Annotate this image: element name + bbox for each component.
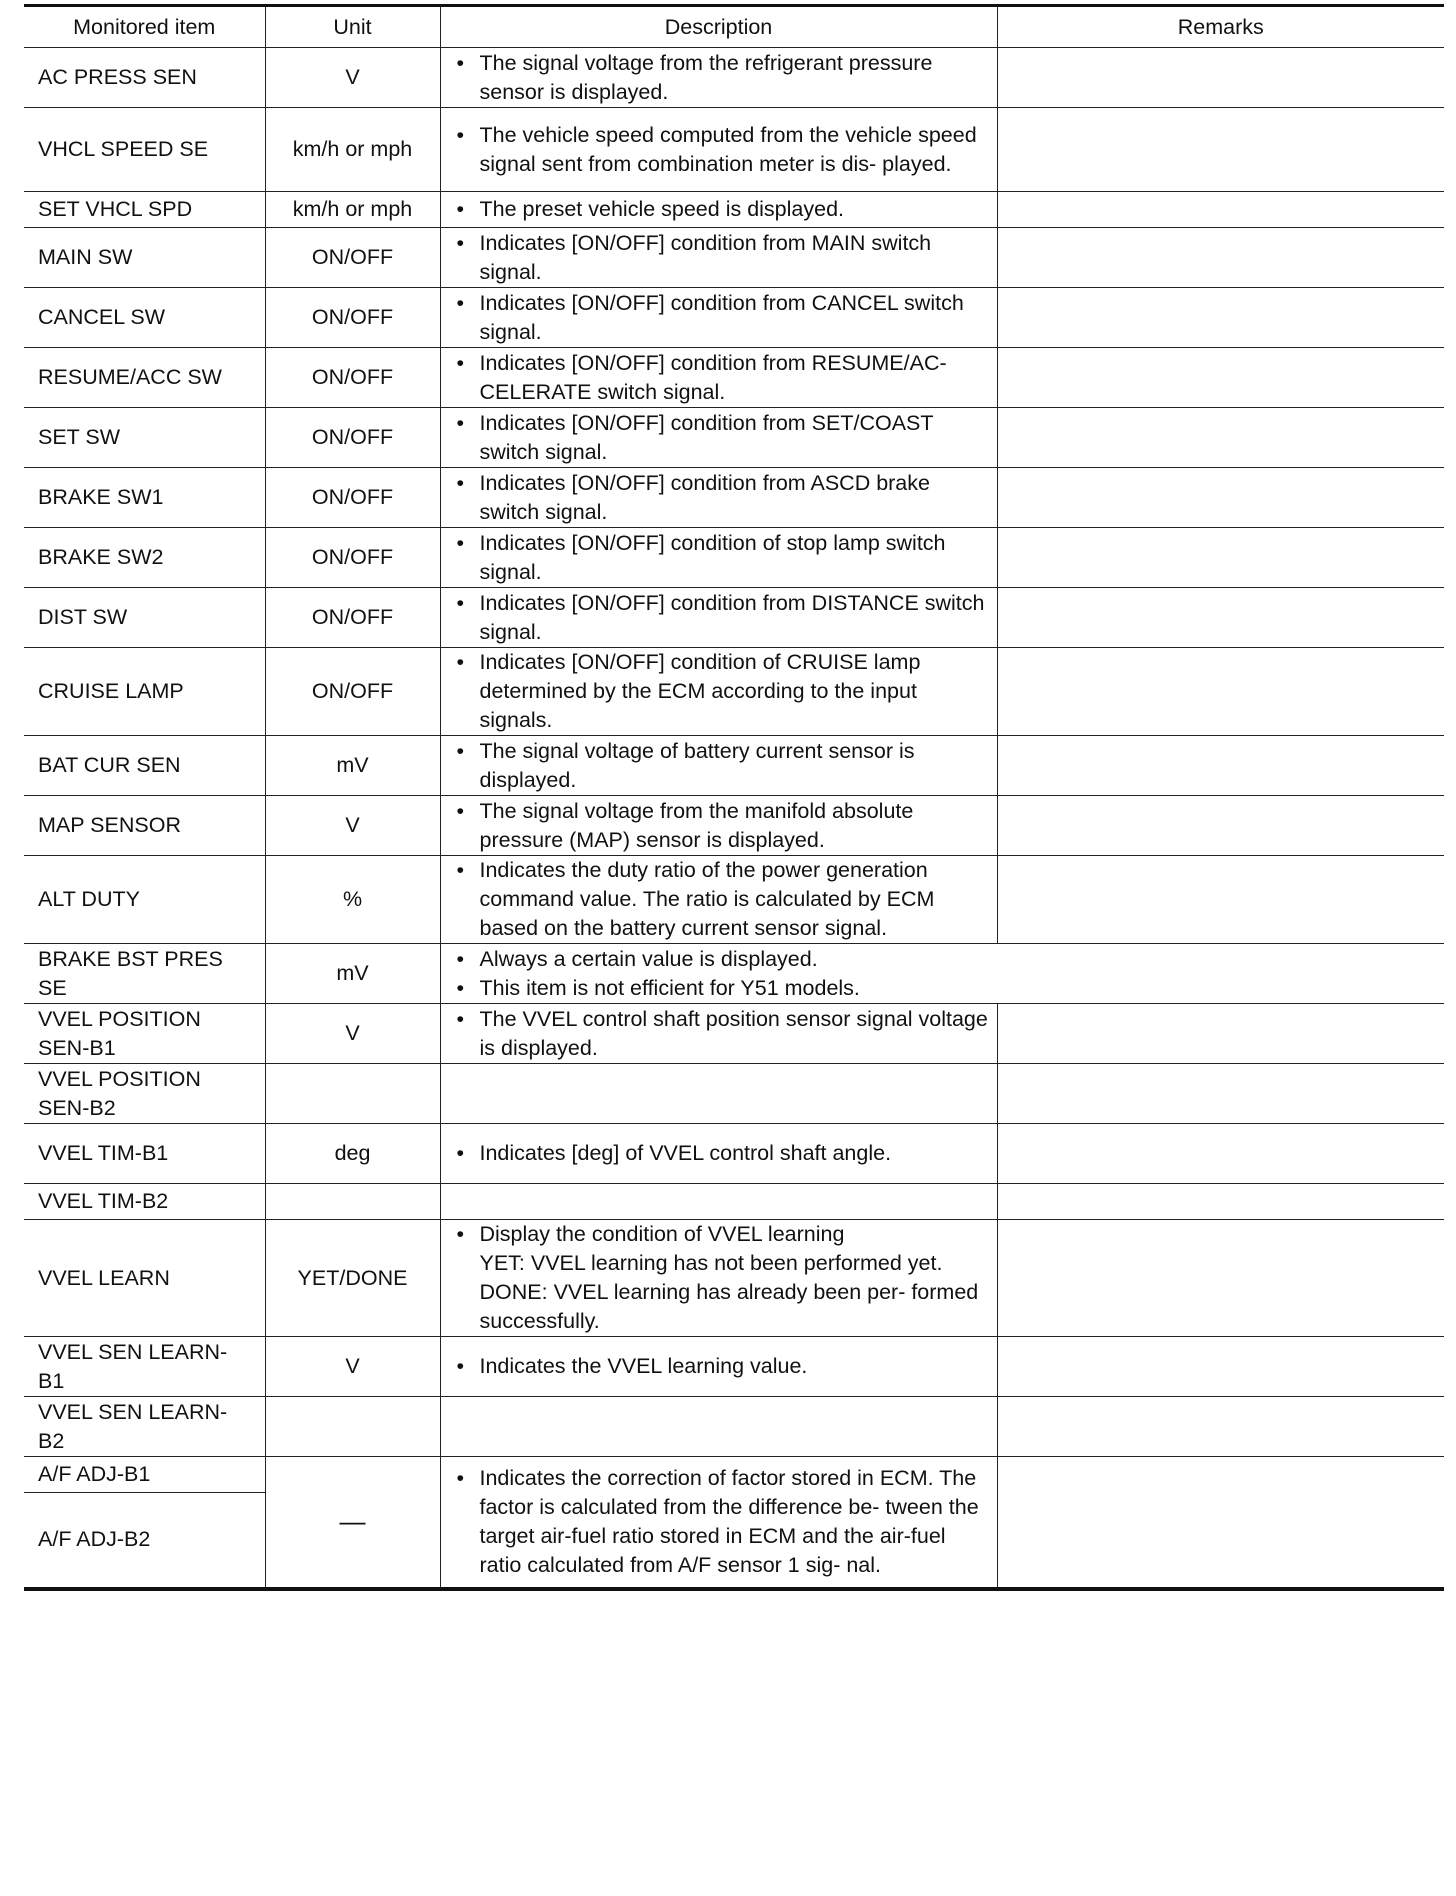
description-cell — [440, 736, 997, 796]
monitored-item-cell: BRAKE SW1 — [24, 468, 265, 528]
table-row — [24, 1397, 1444, 1457]
description-cell — [440, 48, 997, 108]
remarks-cell — [997, 192, 1444, 228]
table-row — [24, 796, 1444, 856]
description-text: Indicates the VVEL learning value. — [479, 1354, 808, 1378]
unit-cell — [265, 1397, 440, 1457]
header-monitored-item: Monitored item — [24, 6, 265, 48]
remarks-cell — [997, 528, 1444, 588]
monitored-item-cell: VVEL POSITION SEN-B2 — [24, 1064, 265, 1124]
description-bullet — [455, 229, 989, 287]
unit-cell: mV — [265, 736, 440, 796]
table-row — [24, 1220, 1444, 1337]
remarks-cell — [997, 1184, 1444, 1220]
table-row — [24, 1064, 1444, 1124]
description-cell — [440, 1457, 997, 1589]
monitored-item-cell: ALT DUTY — [24, 856, 265, 944]
description-text: This item is not efficient for Y51 models. — [479, 975, 860, 1000]
table-row — [24, 648, 1444, 736]
remarks-cell — [997, 1337, 1444, 1397]
description-bullet — [455, 49, 989, 107]
description-text: Display the condition of VVEL learning — [479, 1222, 845, 1246]
description-cell — [440, 1397, 997, 1457]
description-text: Indicates the duty ratio of the power generation command value. The ratio is calculated by ECM based on the battery current sensor signal. — [479, 858, 935, 940]
table-row — [24, 48, 1444, 108]
header-remarks: Remarks — [997, 6, 1444, 48]
table-row — [24, 288, 1444, 348]
remarks-cell — [997, 48, 1444, 108]
description-list — [455, 797, 989, 855]
unit-cell: YET/DONE — [265, 1220, 440, 1337]
description-bullet — [455, 409, 989, 467]
monitored-item-cell: CRUISE LAMP — [24, 648, 265, 736]
description-text: Indicates [ON/OFF] condition from MAIN switch signal. — [479, 230, 932, 284]
table-row — [24, 228, 1444, 288]
monitored-item-cell: RESUME/ACC SW — [24, 348, 265, 408]
monitored-item-cell: BRAKE SW2 — [24, 528, 265, 588]
remarks-cell — [997, 1064, 1444, 1124]
description-bullet — [455, 469, 989, 527]
description-bullet — [455, 529, 989, 587]
description-text: Indicates [ON/OFF] condition from RESUME/AC- CELERATE switch signal. — [479, 350, 947, 404]
description-bullet — [455, 974, 1437, 1003]
description-list — [455, 856, 989, 943]
description-text: Indicates [ON/OFF] condition from CANCEL switch signal. — [479, 290, 964, 344]
monitored-item-cell: BAT CUR SEN — [24, 736, 265, 796]
table-row — [24, 1457, 1444, 1493]
description-cell — [440, 1337, 997, 1397]
description-bullet — [455, 289, 989, 347]
description-cell — [440, 648, 997, 736]
description-text: Indicates [deg] of VVEL control shaft angle. — [479, 1141, 892, 1165]
table-header-row — [24, 6, 1444, 48]
remarks-cell — [997, 1220, 1444, 1337]
description-list — [455, 589, 989, 647]
unit-cell: V — [265, 1004, 440, 1064]
description-cell — [440, 192, 997, 228]
unit-cell: V — [265, 1337, 440, 1397]
description-cell — [440, 856, 997, 944]
description-list — [455, 229, 989, 287]
monitor-item-table — [24, 4, 1444, 1591]
monitored-item-cell: VVEL TIM-B1 — [24, 1124, 265, 1184]
description-text: Indicates [ON/OFF] condition from ASCD brake switch signal. — [479, 470, 930, 524]
remarks-cell — [997, 108, 1444, 192]
description-text: Indicates the correction of factor stored in ECM. The factor is calculated from the difference be- tween the target air-fuel ratio stored in ECM and the air-fuel ratio calculated from A/F sensor 1 sig- nal. — [479, 1465, 979, 1577]
table-row — [24, 944, 1444, 1004]
monitored-item-cell: VVEL LEARN — [24, 1220, 265, 1337]
remarks-cell — [997, 408, 1444, 468]
description-bullet — [455, 856, 989, 943]
monitored-item-cell: VVEL SEN LEARN- B2 — [24, 1397, 265, 1457]
remarks-cell — [997, 1457, 1444, 1589]
description-bullet — [455, 1464, 989, 1580]
description-text: Indicates [ON/OFF] condition of stop lamp switch signal. — [479, 530, 946, 584]
remarks-cell — [997, 796, 1444, 856]
monitored-item-cell: BRAKE BST PRES SE — [24, 944, 265, 1004]
description-cell — [440, 108, 997, 192]
description-bullet — [455, 349, 989, 407]
description-cell — [440, 944, 1444, 1004]
description-list — [455, 945, 1437, 1003]
unit-cell: ON/OFF — [265, 408, 440, 468]
description-text: Indicates [ON/OFF] condition of CRUISE lamp determined by the ECM according to the input signals. — [479, 650, 921, 732]
description-text: The signal voltage of battery current sensor is displayed. — [479, 738, 915, 792]
unit-cell — [265, 1064, 440, 1124]
remarks-cell — [997, 1004, 1444, 1064]
unit-cell — [265, 1184, 440, 1220]
description-cell — [440, 1064, 997, 1124]
description-cell — [440, 796, 997, 856]
description-cell — [440, 1124, 997, 1184]
description-text: The VVEL control shaft position sensor signal voltage is displayed. — [479, 1006, 988, 1060]
description-bullet — [455, 121, 989, 179]
monitored-item-cell: VVEL POSITION SEN-B1 — [24, 1004, 265, 1064]
monitored-item-cell: A/F ADJ-B2 — [24, 1493, 265, 1589]
monitored-item-cell: SET SW — [24, 408, 265, 468]
monitored-item-cell: DIST SW — [24, 588, 265, 648]
table-row — [24, 408, 1444, 468]
unit-cell: km/h or mph — [265, 192, 440, 228]
unit-cell: km/h or mph — [265, 108, 440, 192]
remarks-cell — [997, 588, 1444, 648]
description-cell — [440, 408, 997, 468]
header-unit: Unit — [265, 6, 440, 48]
unit-cell: ON/OFF — [265, 228, 440, 288]
monitored-item-cell: MAIN SW — [24, 228, 265, 288]
remarks-cell — [997, 856, 1444, 944]
description-list — [455, 469, 989, 527]
description-text: Indicates [ON/OFF] condition from DISTANCE switch signal. — [479, 590, 985, 644]
remarks-cell — [997, 648, 1444, 736]
description-list — [455, 1139, 989, 1168]
table-row — [24, 1184, 1444, 1220]
description-cell — [440, 348, 997, 408]
unit-cell: ON/OFF — [265, 648, 440, 736]
unit-cell: deg — [265, 1124, 440, 1184]
table-row — [24, 528, 1444, 588]
description-list — [455, 409, 989, 467]
description-text: Always a certain value is displayed. — [479, 946, 818, 971]
description-list — [455, 349, 989, 407]
remarks-cell — [997, 1397, 1444, 1457]
unit-cell: ON/OFF — [265, 588, 440, 648]
description-bullet — [455, 1352, 989, 1381]
unit-cell: ON/OFF — [265, 528, 440, 588]
description-text: The signal voltage from the manifold absolute pressure (MAP) sensor is displayed. — [479, 798, 914, 852]
table-row — [24, 856, 1444, 944]
description-list — [455, 1464, 989, 1580]
remarks-cell — [997, 288, 1444, 348]
table-row — [24, 588, 1444, 648]
description-cell — [440, 228, 997, 288]
unit-cell: % — [265, 856, 440, 944]
description-bullet — [455, 1220, 989, 1336]
unit-cell: V — [265, 48, 440, 108]
table-row — [24, 1004, 1444, 1064]
monitored-item-cell: VHCL SPEED SE — [24, 108, 265, 192]
description-list — [455, 49, 989, 107]
description-text: The signal voltage from the refrigerant pressure sensor is displayed. — [479, 50, 933, 104]
remarks-cell — [997, 736, 1444, 796]
description-list — [455, 648, 989, 735]
table-row — [24, 192, 1444, 228]
monitored-item-cell: MAP SENSOR — [24, 796, 265, 856]
description-list — [455, 1220, 989, 1336]
description-list — [455, 289, 989, 347]
description-cell — [440, 1220, 997, 1337]
description-cell — [440, 1004, 997, 1064]
description-text: The vehicle speed computed from the vehicle speed signal sent from combination meter is dis- played. — [479, 122, 977, 176]
description-bullet — [455, 945, 1437, 974]
description-text: The preset vehicle speed is displayed. — [479, 197, 845, 221]
table-row — [24, 468, 1444, 528]
table-row — [24, 736, 1444, 796]
table-row — [24, 1124, 1444, 1184]
monitored-item-cell: SET VHCL SPD — [24, 192, 265, 228]
description-cell — [440, 468, 997, 528]
description-cell — [440, 588, 997, 648]
description-list — [455, 195, 989, 224]
description-bullet — [455, 648, 989, 735]
header-description: Description — [440, 6, 997, 48]
description-list — [455, 737, 989, 795]
description-text: Indicates [ON/OFF] condition from SET/COAST switch signal. — [479, 410, 934, 464]
description-detail-line: YET: VVEL learning has not been performed yet. — [479, 1251, 943, 1275]
unit-cell: ON/OFF — [265, 468, 440, 528]
description-bullet — [455, 1005, 989, 1063]
description-list — [455, 1005, 989, 1063]
description-bullet — [455, 1139, 989, 1168]
table-row — [24, 348, 1444, 408]
monitored-item-cell: A/F ADJ-B1 — [24, 1457, 265, 1493]
remarks-cell — [997, 1124, 1444, 1184]
remarks-cell — [997, 228, 1444, 288]
description-list — [455, 121, 989, 179]
description-cell — [440, 1184, 997, 1220]
monitored-item-cell: VVEL SEN LEARN- B1 — [24, 1337, 265, 1397]
unit-cell: mV — [265, 944, 440, 1004]
description-detail-line: DONE: VVEL learning has already been per- formed successfully. — [479, 1280, 979, 1333]
description-bullet — [455, 737, 989, 795]
description-list — [455, 529, 989, 587]
description-list — [455, 1352, 989, 1381]
monitored-item-cell: VVEL TIM-B2 — [24, 1184, 265, 1220]
description-bullet — [455, 589, 989, 647]
remarks-cell — [997, 468, 1444, 528]
unit-cell: ON/OFF — [265, 288, 440, 348]
document-page — [24, 4, 1444, 1591]
unit-cell: — — [265, 1457, 440, 1589]
unit-cell: V — [265, 796, 440, 856]
table-row — [24, 108, 1444, 192]
monitored-item-cell: AC PRESS SEN — [24, 48, 265, 108]
description-bullet — [455, 195, 989, 224]
description-cell — [440, 528, 997, 588]
monitored-item-cell: CANCEL SW — [24, 288, 265, 348]
remarks-cell — [997, 348, 1444, 408]
unit-cell: ON/OFF — [265, 348, 440, 408]
description-cell — [440, 288, 997, 348]
table-row — [24, 1337, 1444, 1397]
description-bullet — [455, 797, 989, 855]
